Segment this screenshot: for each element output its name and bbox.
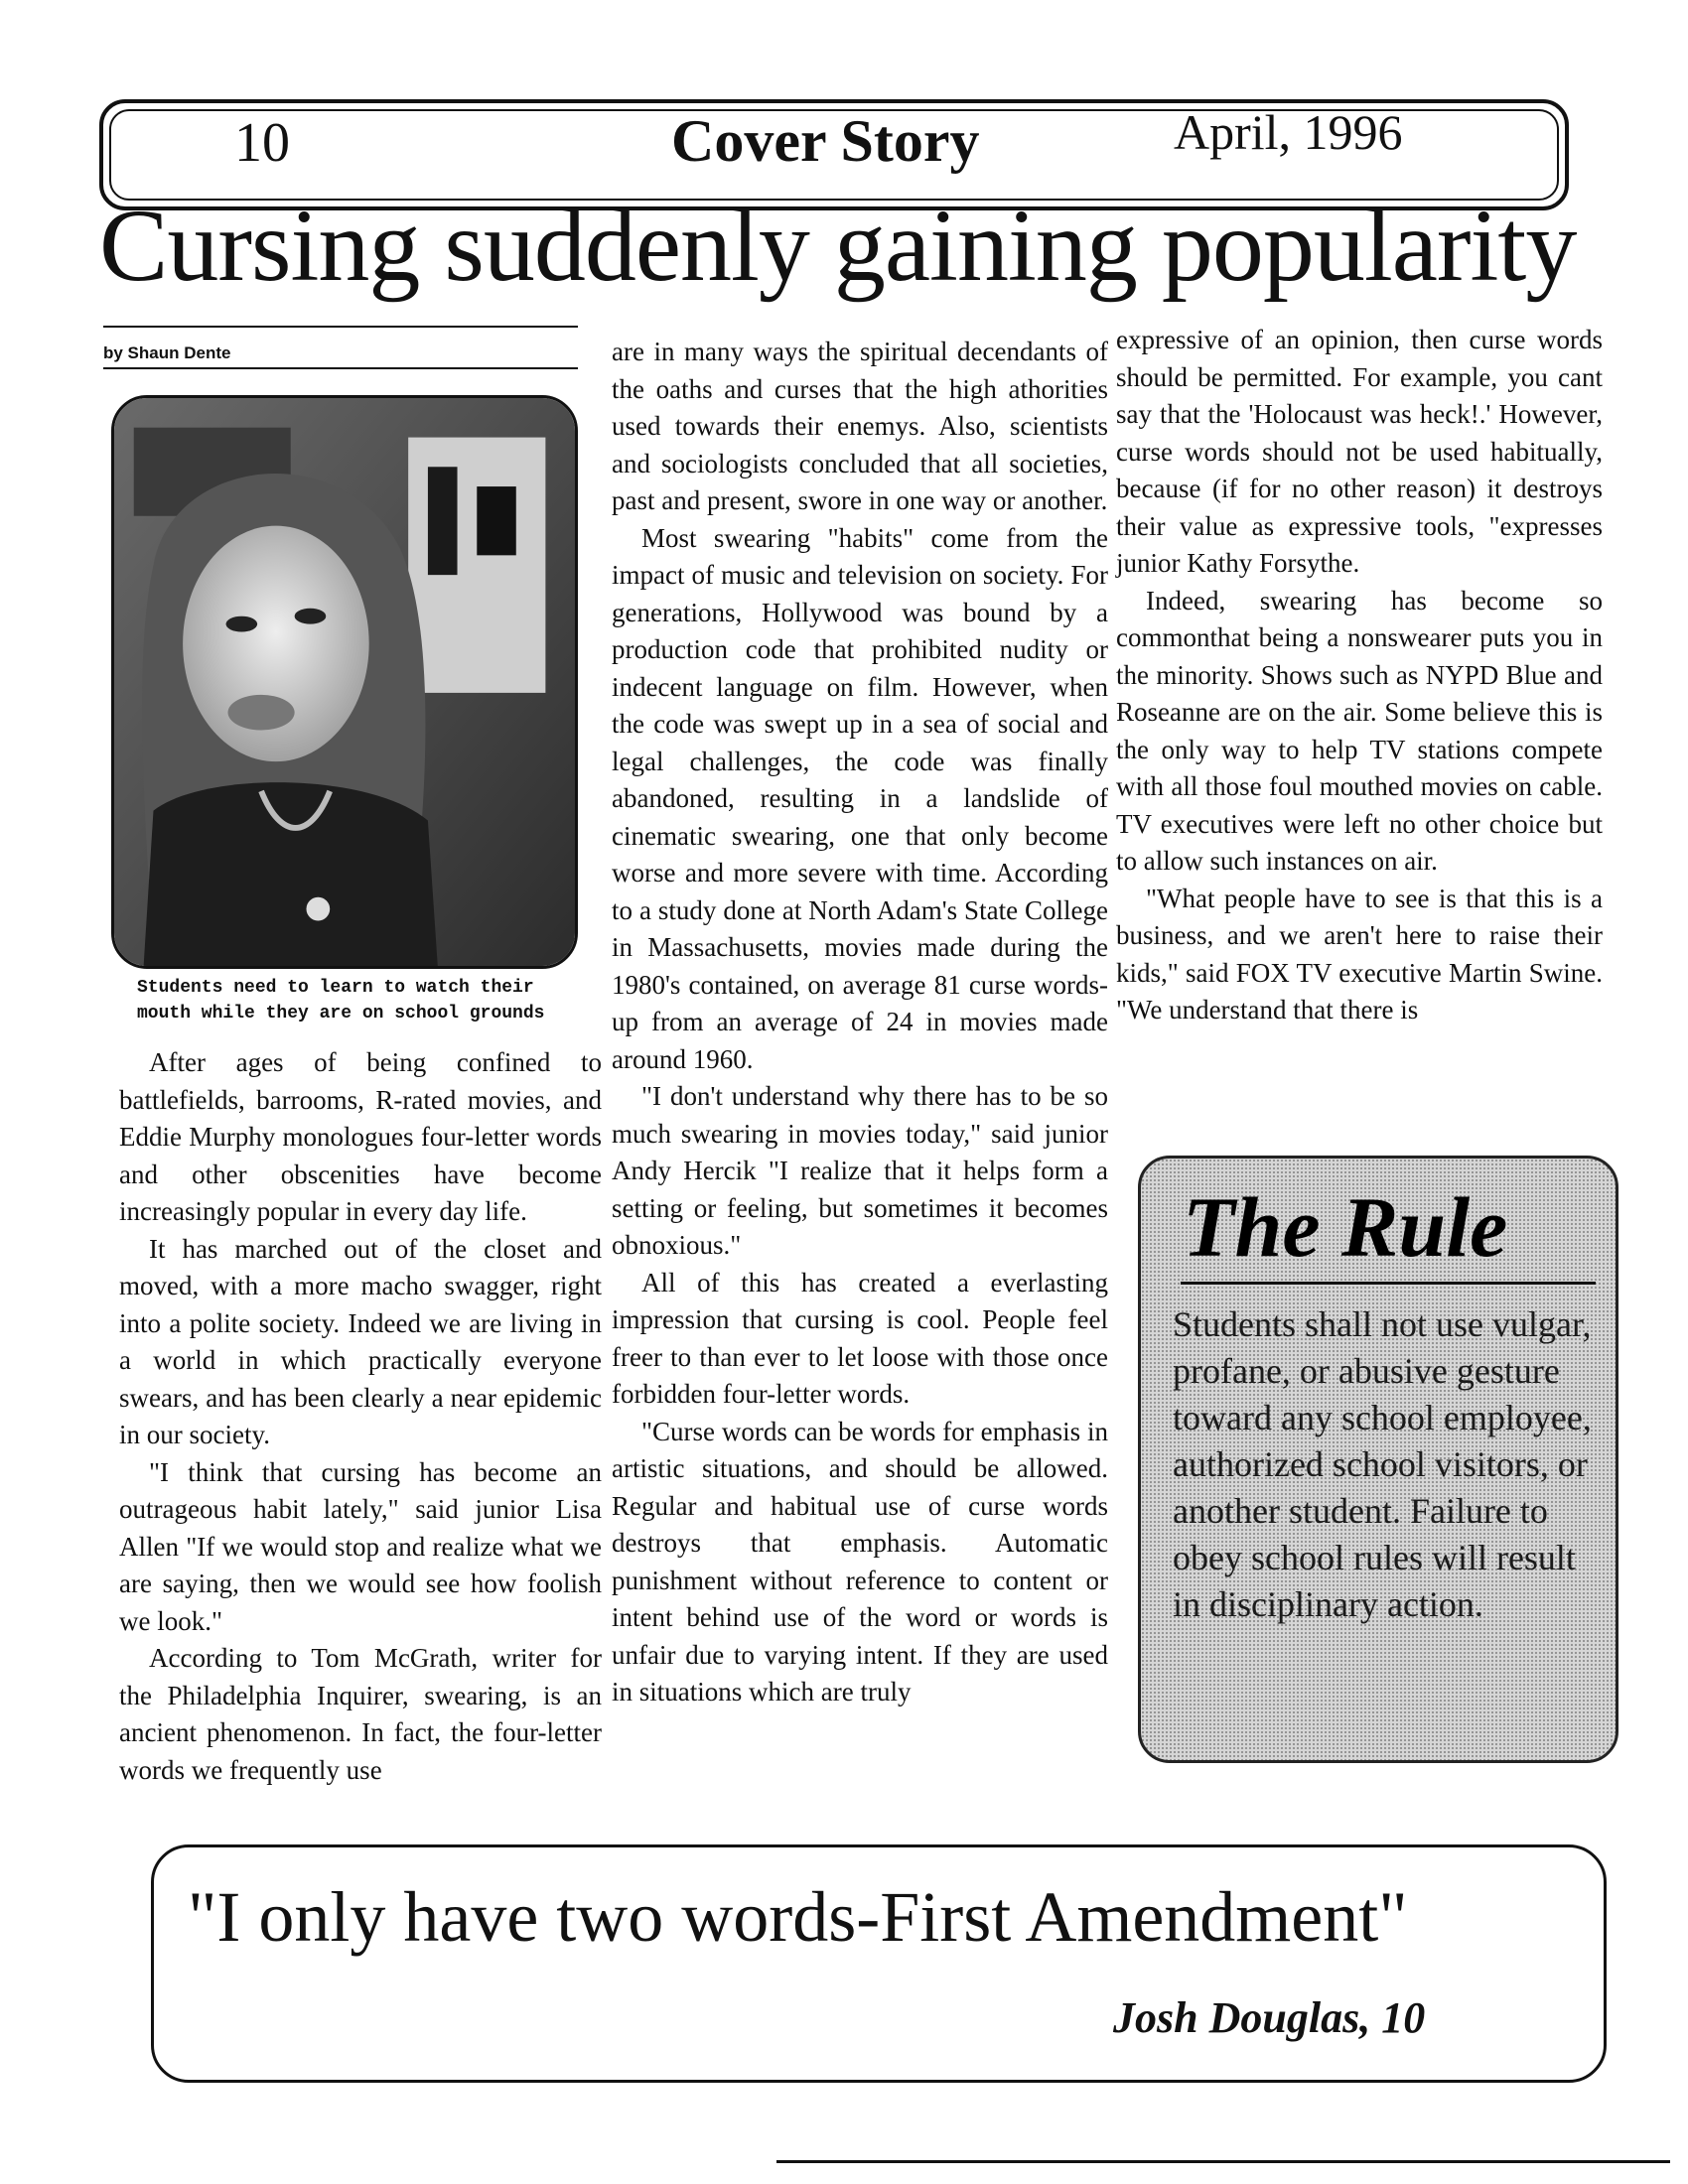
headline: Cursing suddenly gaining popularity (99, 189, 1577, 303)
rule-body: Students shall not use vulgar, profane, or abusive gesture toward any school employee, authorized school visitors, or another student. Failure to obey school rules will result in disciplinary action. (1173, 1304, 1592, 1624)
byline-top-rule (103, 326, 578, 328)
issue-date: April, 1996 (1174, 104, 1403, 160)
rule-sidebar (1138, 1156, 1618, 1763)
paragraph: "I don't understand why there has to be so much swearing in movies today," said junior Andy Hercik "I realize that it helps form a setting or feeling, but sometimes it becomes obnoxious." (612, 1081, 1108, 1260)
paragraph: According to Tom McGrath, writer for the Philadelphia Inquirer, swearing, is an ancient phenomenon. In fact, the four-letter words we frequently use (119, 1643, 602, 1785)
byline-bottom-rule (103, 367, 578, 369)
section-title: Cover Story (671, 108, 980, 174)
page-number: 10 (234, 112, 290, 174)
bottom-rule (776, 2160, 1670, 2163)
rule-title: The Rule (1183, 1179, 1508, 1275)
paragraph: expressive of an opinion, then curse words should be permitted. For example, you cant say that the 'Holocaust was heck!.' However, curse words should not be used habitually, because (if for no other reason) it destroys their value as expressive tools, "expresses junior Kathy Forsythe. (1116, 325, 1603, 578)
paragraph: "Curse words can be words for emphasis in artistic situations, and should be allowed. Regular and habitual use of curse words destroys that emphasis. Automatic punishment without reference to content or intent behind use of the word or words is unfair due to varying intent. If they are used in situations which are truly (612, 1416, 1108, 1706)
paragraph: "I think that cursing has become an outrageous habit lately," said junior Lisa Allen "If we would stop and realize what we are saying, then we would see how foolish we look." (119, 1456, 602, 1636)
paragraph: Indeed, swearing has become so commonthat being a nonswearer puts you in the minority. Shows such as NYPD Blue and Roseanne are on the air. Some believe this is the only way to help TV stations compete with all those foul mouthed movies on cable. TV executives were left no other choice but to allow such instances on air. (1116, 585, 1603, 876)
student-photo (111, 395, 578, 969)
rule-title-underline (1181, 1282, 1596, 1285)
article-column-2 (612, 334, 1108, 1711)
pull-quote-text: "I only have two words-First Amendment" (188, 1877, 1408, 1957)
paragraph: All of this has created a everlasting impression that cursing is cool. People feel freer to than ever to let loose with those once forbidden four-letter words. (612, 1267, 1108, 1409)
photo-image (114, 398, 575, 966)
paragraph: Most swearing "habits" come from the impact of music and television on society. For generations, Hollywood was bound by a production code that prohibited nudity or indecent language on film. However, when the code was swept up in a sea of social and legal challenges, the code was finally abandoned, resulting in a landslide of cinematic swearing, one that only become worse and more severe with time. According to a study done at North Adam's State College in Massachusetts, movies made during the 1980's contained, on average 81 curse words- up from an average of 24 in movies made around 1960. (612, 522, 1108, 1074)
byline: by Shaun Dente (103, 343, 231, 362)
paragraph: It has marched out of the closet and moved, with a more macho swagger, right into a polite society. Indeed we are living in a world in which practically everyone swears, and has been clearly a near epidemic in our society. (119, 1233, 602, 1449)
paragraph: are in many ways the spiritual decendants of the oaths and curses that the high athorities used towards their enemys. Also, scientists and sociologists concluded that all societies, past and present, swore in one way or another. (612, 337, 1108, 515)
pull-quote-attribution: Josh Douglas, 10 (1113, 1993, 1426, 2042)
photo-caption: Students need to learn to watch their mouth while they are on school grounds (137, 978, 545, 1024)
pull-quote (151, 1844, 1607, 2083)
article-column-1 (119, 1044, 602, 1789)
paragraph: After ages of being confined to battlefields, barrooms, R-rated movies, and Eddie Murphy monologues four-letter words and other obscenities have become increasingly popular in every day life. (119, 1047, 602, 1226)
article-column-3 (1116, 322, 1603, 1029)
paragraph: "What people have to see is that this is a business, and we aren't here to raise their kids," said FOX TV executive Martin Swine. "We understand that there is (1116, 883, 1603, 1024)
